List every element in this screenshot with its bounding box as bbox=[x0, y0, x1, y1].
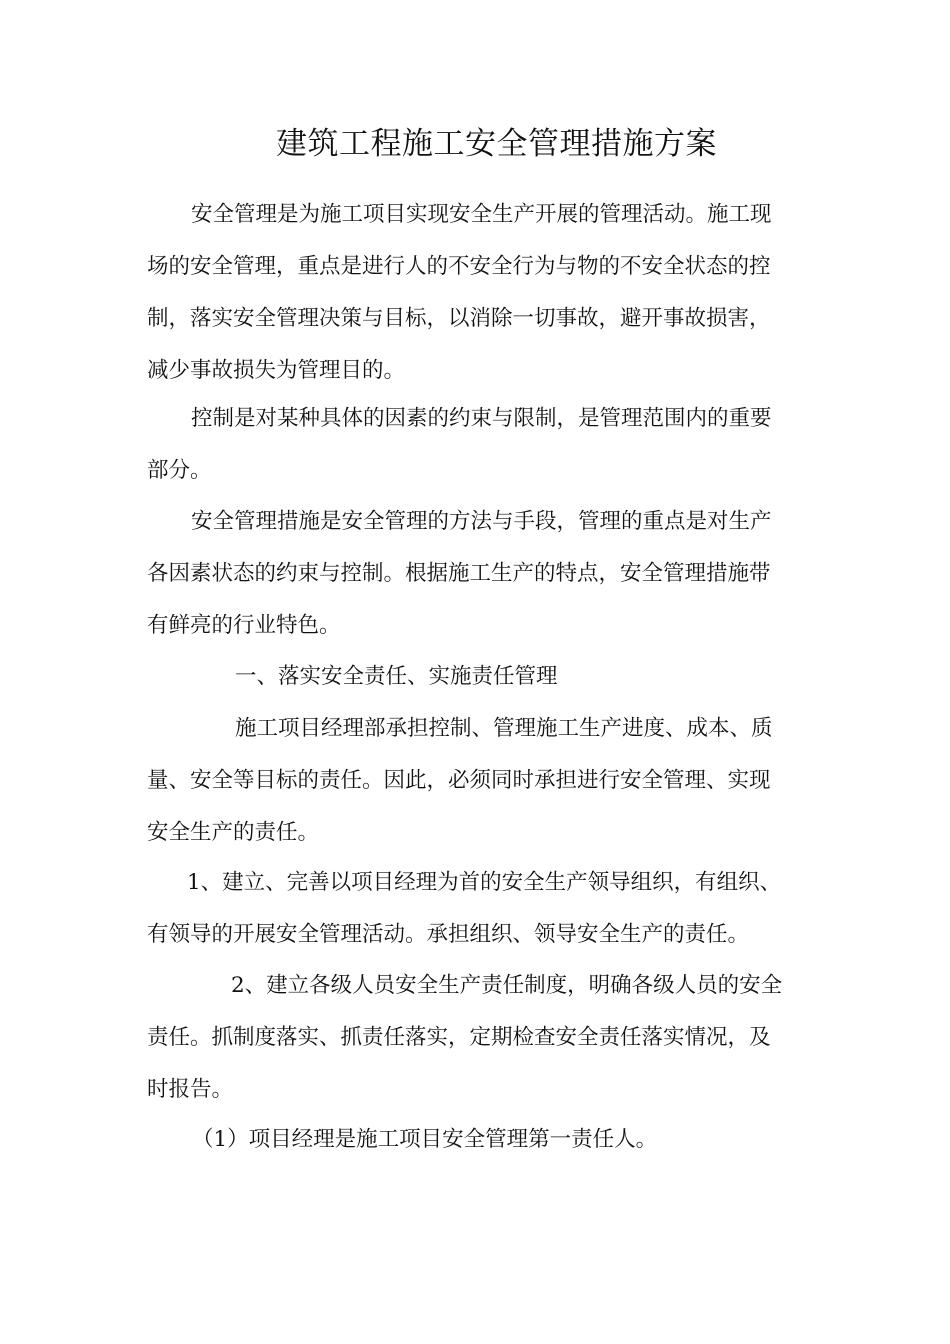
paragraph-responsibility bbox=[147, 703, 797, 859]
paragraph-item-1 bbox=[147, 857, 797, 961]
paragraph-line: 责任。抓制度落实、抓责任落实，定期检查安全责任落实情况，及 bbox=[147, 1025, 771, 1050]
paragraph-line: 安全管理措施是安全管理的方法与手段，管理的重点是对生产 bbox=[191, 509, 772, 534]
paragraph-item-2 bbox=[147, 960, 797, 1116]
sub-item: （1）项目经理是施工项目安全管理第一责任人。 bbox=[192, 1127, 658, 1152]
paragraph-line: 时报告。 bbox=[147, 1077, 234, 1102]
paragraph-line: 部分。 bbox=[147, 458, 212, 483]
paragraph-line: 安全管理是为施工项目实现安全生产开展的管理活动。施工现 bbox=[191, 202, 772, 227]
paragraph-line: 量、安全等目标的责任。因此，必须同时承担进行安全管理、实现 bbox=[147, 768, 771, 793]
paragraph-line: 安全生产的责任。 bbox=[147, 820, 320, 845]
paragraph-line: 有鲜亮的行业特色。 bbox=[147, 613, 341, 638]
paragraph-line: 减少事故损失为管理目的。 bbox=[147, 358, 406, 383]
section-heading: 一、落实安全责任、实施责任管理 bbox=[235, 664, 558, 689]
paragraph-control bbox=[147, 393, 797, 497]
document-title: 建筑工程施工安全管理措施方案 bbox=[276, 126, 717, 162]
paragraph-line: 施工项目经理部承担控制、管理施工生产进度、成本、质 bbox=[235, 716, 773, 741]
paragraph-line: 2、建立各级人员安全生产责任制度，明确各级人员的安全 bbox=[231, 973, 783, 998]
paragraph-line: 1、建立、完善以项目经理为首的安全生产领导组织，有组织、 bbox=[187, 870, 782, 895]
paragraph-measures bbox=[147, 496, 797, 652]
paragraph-line: 各因素状态的约束与控制。根据施工生产的特点，安全管理措施带 bbox=[147, 561, 771, 586]
paragraph-line: 控制是对某种具体的因素的约束与限制，是管理范围内的重要 bbox=[191, 406, 772, 431]
paragraph-line: 场的安全管理，重点是进行人的不安全行为与物的不安全状态的控 bbox=[147, 254, 771, 279]
paragraph-line: 有领导的开展安全管理活动。承担组织、领导安全生产的责任。 bbox=[147, 922, 750, 947]
paragraph-line: 制，落实安全管理决策与目标，以消除一切事故，避开事故损害， bbox=[147, 306, 771, 331]
paragraph-intro bbox=[147, 189, 797, 397]
